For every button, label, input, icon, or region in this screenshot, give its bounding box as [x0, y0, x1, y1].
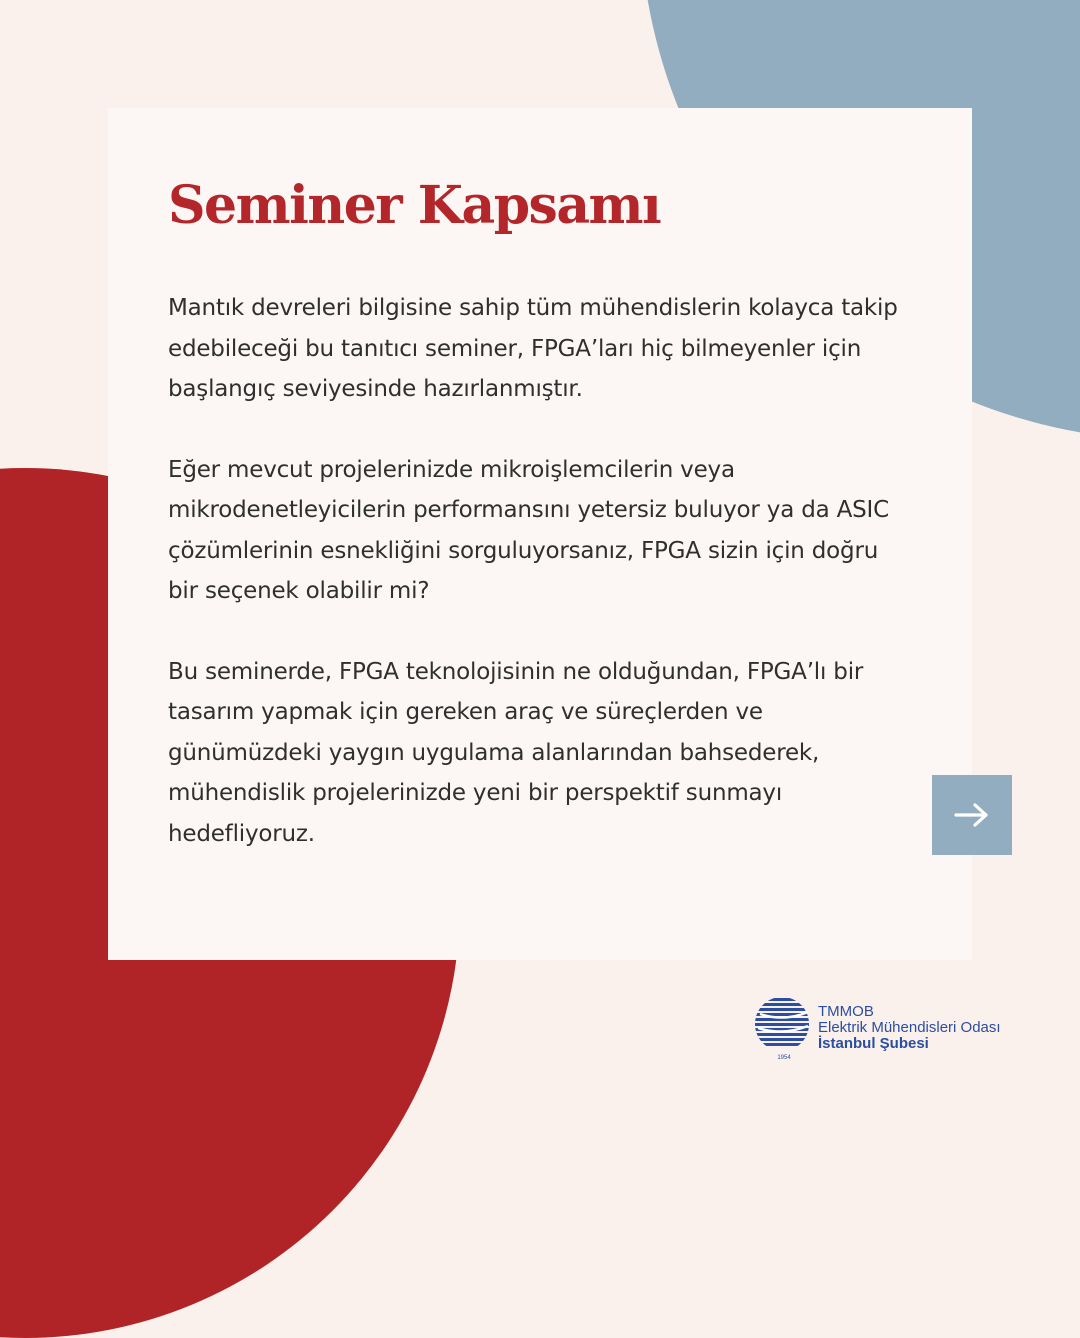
paragraph-intro: Mantık devreleri bilgisine sahip tüm mühendislerin kolayca takip edebileceği bu tanıtıcı seminer, FPGA’ları hiç bilmeyenler için başlangıç seviyesinde hazırlanmıştır.: [168, 295, 898, 402]
footer-logo: [754, 996, 1001, 1060]
paragraph-question: Eğer mevcut projelerinizde mikroişlemcilerin veya mikrodenetleyicilerin performansını yetersiz buluyor ya da ASIC çözümlerinin esnekliğini sorguluyorsanız, FPGA sizin için doğru bir seçenek olabilir mi?: [168, 456, 889, 604]
content-card: [108, 108, 972, 960]
next-slide-button[interactable]: [932, 775, 1012, 855]
organization-name: [818, 1004, 1001, 1052]
org-line-tmmob: TMMOB: [818, 1003, 874, 1020]
emo-globe-logo-icon: [754, 996, 810, 1060]
page-title: Seminer Kapsamı: [168, 175, 661, 236]
arrow-right-icon: [954, 802, 990, 828]
logo-year: 1954: [777, 1055, 791, 1060]
org-line-chamber: Elektrik Mühendisleri Odası: [818, 1019, 1001, 1036]
paragraph-goal: Bu seminerde, FPGA teknolojisinin ne olduğundan, FPGA’lı bir tasarım yapmak için gereken araç ve süreçlerden ve günümüzdeki yaygın uygulama alanlarından bahsederek, mühendislik projelerinizde yeni bir perspektif sunmayı hedefliyoruz.: [168, 658, 864, 847]
org-line-branch: İstanbul Şubesi: [818, 1035, 929, 1052]
